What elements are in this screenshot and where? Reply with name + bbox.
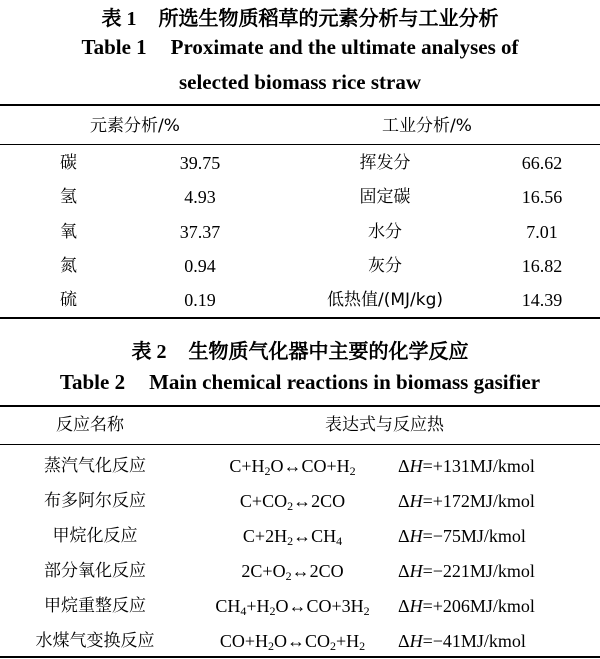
- reaction-equation: $CO+H_2O\leftrightarrow CO_2+H_2$: [219, 631, 366, 653]
- reaction-name: 部分氧化反应: [44, 561, 146, 581]
- table1-caption-en-line2: selected biomass rice straw: [178, 70, 421, 94]
- reaction-name: 布多阿尔反应: [44, 491, 146, 511]
- element-value: 37.37: [179, 222, 221, 242]
- reaction-heat: ΔH=+172MJ/kmol: [398, 491, 535, 511]
- table1-number-cn: 表 1: [101, 8, 137, 30]
- table2-title-en: Main chemical reactions in biomass gasifier: [149, 370, 541, 394]
- industrial-name: 灰分: [368, 256, 402, 276]
- industrial-value: 14.39: [521, 290, 563, 310]
- table1-header-industrial: 工业分析/%: [382, 116, 472, 136]
- element-value: 4.93: [184, 187, 216, 207]
- industrial-name: 固定碳: [359, 187, 411, 207]
- table1-title-en-line1: Proximate and the ultimate analyses of: [170, 35, 519, 59]
- table2-bottom-rule: [0, 656, 600, 658]
- table2-title-cn: 生物质气化器中主要的化学反应: [188, 339, 469, 363]
- table1-caption-en: [0, 35, 600, 60]
- table2-number-cn: 表 2: [131, 341, 167, 363]
- reaction-name: 甲烷化反应: [52, 526, 138, 546]
- element-name: 氧: [60, 222, 77, 242]
- industrial-name: 水分: [368, 222, 402, 242]
- table1-top-rule: [0, 104, 600, 106]
- table1-bottom-rule: [0, 317, 600, 319]
- reaction-name: 水煤气变换反应: [35, 631, 155, 651]
- element-value: 0.19: [184, 290, 216, 310]
- element-value: 0.94: [184, 256, 216, 276]
- reaction-heat-value: −75MJ/kmol: [432, 526, 526, 546]
- industrial-value: 66.62: [521, 153, 563, 173]
- element-value: 39.75: [179, 153, 221, 173]
- reaction-heat-value: −41MJ/kmol: [432, 631, 526, 651]
- table2-number-en: Table 2: [59, 370, 126, 394]
- table2-header-name: 反应名称: [56, 415, 124, 435]
- reaction-name: 甲烷重整反应: [44, 596, 146, 616]
- reaction-name: 蒸汽气化反应: [44, 456, 146, 476]
- reaction-heat-value: −221MJ/kmol: [432, 561, 535, 581]
- reaction-equation: $C+2H_2\leftrightarrow CH_4$: [242, 526, 343, 548]
- table2-top-rule: [0, 405, 600, 407]
- industrial-name: 挥发分: [359, 153, 411, 173]
- industrial-name: 低热值/(MJ/kg): [326, 290, 444, 310]
- reaction-heat: ΔH=+131MJ/kmol: [398, 456, 535, 476]
- reaction-heat-value: +172MJ/kmol: [432, 491, 535, 511]
- industrial-value: 7.01: [526, 222, 558, 242]
- table2-header-expression: 表达式与反应热: [325, 415, 444, 435]
- reaction-equation: $2C+O_2\leftrightarrow 2CO$: [241, 561, 344, 583]
- table1-header-rule: [0, 144, 600, 145]
- reaction-equation: $C+H_2O\leftrightarrow CO+H_2$: [229, 456, 356, 478]
- reaction-heat-value: +131MJ/kmol: [432, 456, 535, 476]
- table2-caption-en: [0, 370, 600, 395]
- table2-caption-cn: [0, 335, 600, 364]
- reaction-heat: ΔH=+206MJ/kmol: [398, 596, 535, 616]
- table2-header-rule: [0, 444, 600, 445]
- element-name: 硫: [60, 290, 77, 310]
- reaction-heat: ΔH=−75MJ/kmol: [398, 526, 526, 546]
- reaction-equation: $C+CO_2\leftrightarrow 2CO$: [239, 491, 346, 513]
- table1-title-cn: 所选生物质稻草的元素分析与工业分析: [158, 6, 499, 30]
- element-name: 碳: [60, 153, 77, 173]
- element-name: 氮: [60, 256, 77, 276]
- table1-caption-cn: [0, 2, 600, 31]
- reaction-equation: $CH_4+H_2O\leftrightarrow CO+3H_2$: [215, 596, 370, 618]
- reaction-heat: ΔH=−221MJ/kmol: [398, 561, 535, 581]
- reaction-heat: ΔH=−41MJ/kmol: [398, 631, 526, 651]
- element-name: 氢: [60, 187, 77, 207]
- industrial-value: 16.56: [521, 187, 563, 207]
- table1-header-elemental: 元素分析/%: [90, 116, 180, 136]
- industrial-value: 16.82: [521, 256, 563, 276]
- reaction-heat-value: +206MJ/kmol: [432, 596, 535, 616]
- table1-number-en: Table 1: [81, 35, 147, 59]
